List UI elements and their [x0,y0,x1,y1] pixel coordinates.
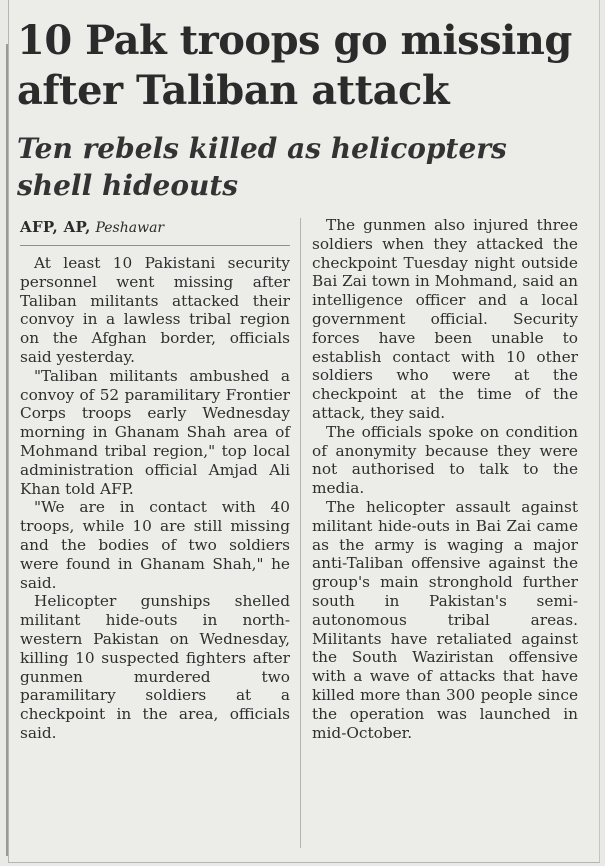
column-rule [6,44,8,856]
right-column [312,216,578,742]
headline: 10 Pak troops go missing after Taliban attack [17,17,572,114]
subheadline: Ten rebels killed as helicopters shell hideouts [17,132,507,202]
byline-divider [20,245,290,246]
byline-place: Peshawar [95,220,165,236]
body-paragraph: The gunmen also injured three soldiers when they attacked the checkpoint Tuesday night outside Bai Zai town in Mohmand, said an intelligence officer and a local government official. Security forces have been unable to establish contact with 10 other soldiers who were at the checkpoint at the time of the attack, they said. [312,216,578,422]
body-paragraph: The officials spoke on condition of anonymity because they were not authorised to talk to the media. [312,422,578,498]
body-paragraph: "We are in contact with 40 troops, while 10 are still missing and the bodies of two soldiers were found in Ghanam Shah," he said. [20,498,290,592]
body-paragraph: Helicopter gunships shelled militant hide-outs in north-western Pakistan on Wednesday, killing 10 suspected fighters after gunmen murdered two paramilitary soldiers at a checkpoint in the area, officials said. [20,592,290,742]
column-divider [300,218,301,848]
body-paragraph: At least 10 Pakistani security personnel went missing after Taliban militants attacked their convoy in a lawless tribal region on the Afghan border, officials said yesterday. [20,254,290,366]
left-column [20,218,290,743]
body-paragraph: "Taliban militants ambushed a convoy of 52 paramilitary Frontier Corps troops early Wednesday morning in Ghanam Shah area of Mohmand tribal region," top local administration official Amjad Ali Khan told AFP. [20,366,290,498]
byline [20,218,290,237]
body-paragraph: The helicopter assault against militant hide-outs in Bai Zai came as the army is waging a major anti-Taliban offensive against the group's main stronghold further south in Pakistan's semi-autonomous tribal areas. Militants have retaliated against the South Waziristan offensive with a wave of attacks that have killed more than 300 people since the operation was launched in mid-October. [312,497,578,742]
byline-agencies: AFP, AP, [20,218,91,236]
